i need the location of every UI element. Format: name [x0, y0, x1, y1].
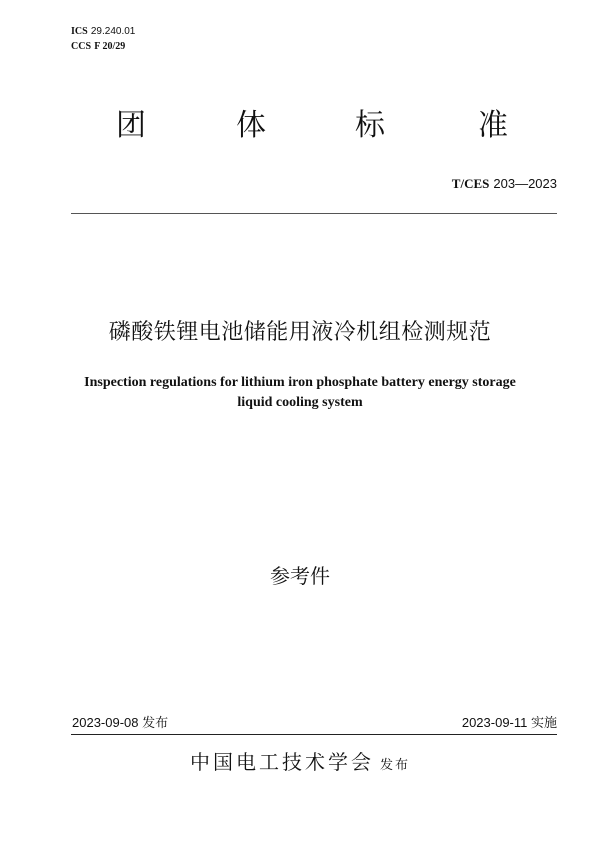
title-english — [0, 373, 600, 413]
ics-classification — [71, 26, 135, 38]
standard-number — [452, 176, 557, 193]
standard-type-char: 准 — [478, 108, 508, 143]
standard-number-prefix: T/CES — [451, 176, 490, 191]
top-divider — [71, 213, 557, 214]
document-status: 参考件 — [270, 564, 330, 588]
publish-date: 2023-09-08 发布 — [72, 715, 169, 730]
effective-date: 2023-09-11 实施 — [461, 715, 557, 730]
ics-label: ICS — [71, 26, 88, 37]
ccs-label: CCS — [71, 41, 92, 52]
standard-number-code: 203—2023 — [493, 176, 557, 191]
standard-type-char: 团 — [116, 108, 146, 143]
publisher-organization: 中国电工技术学会 — [189, 750, 374, 774]
standard-type-char: 标 — [355, 108, 385, 143]
title-english-line-1: Inspection regulations for lithium iron phosphate battery energy storage — [84, 375, 516, 390]
ics-code: 29.240.01 — [90, 26, 136, 37]
title-english-line-2: liquid cooling system — [237, 395, 363, 410]
ccs-classification — [71, 41, 125, 53]
ccs-code: F 20/29 — [94, 41, 126, 52]
bottom-divider — [71, 734, 557, 735]
title-chinese: 磷酸铁锂电池储能用液冷机组检测规范 — [108, 320, 492, 345]
standard-type-heading — [0, 108, 600, 148]
standard-type-char: 体 — [236, 108, 266, 143]
publisher-action: 发布 — [379, 758, 410, 773]
publisher — [0, 748, 600, 780]
